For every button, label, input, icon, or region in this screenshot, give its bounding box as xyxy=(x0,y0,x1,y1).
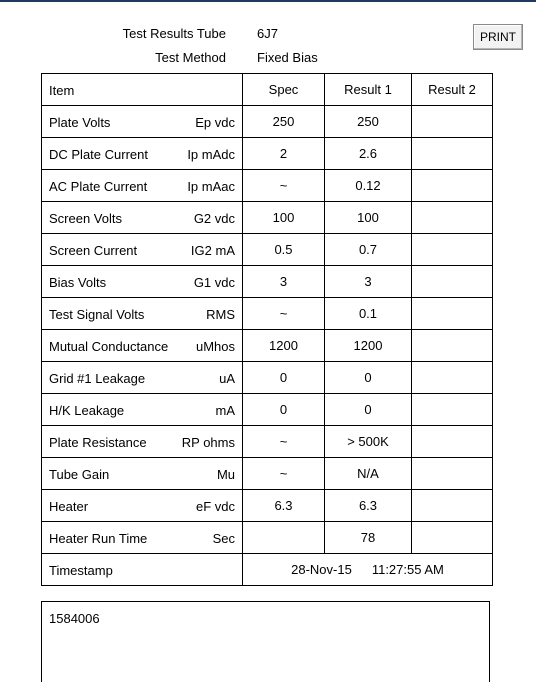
row-spec-cell xyxy=(243,522,325,554)
row-item-unit: Sec xyxy=(212,531,235,546)
row-result2-cell xyxy=(412,170,493,202)
row-item-unit: Mu xyxy=(216,467,235,482)
row-item-unit: RP ohms xyxy=(181,435,235,450)
row-result1-cell: > 500K xyxy=(325,426,412,458)
row-item-unit: G2 vdc xyxy=(193,211,235,226)
table-row xyxy=(42,170,493,202)
row-spec-cell: 1200 xyxy=(243,330,325,362)
row-result2-cell xyxy=(412,394,493,426)
row-result1-cell: N/A xyxy=(325,458,412,490)
row-item-name: Tube Gain xyxy=(49,467,110,482)
timestamp-value-cell xyxy=(243,554,493,586)
table-row xyxy=(42,522,493,554)
row-item-cell xyxy=(42,298,243,330)
row-item-unit: Ip mAac xyxy=(187,179,235,194)
notes-text: 1584006 xyxy=(49,611,100,626)
method-label: Test Method xyxy=(155,50,226,65)
row-spec-cell: ~ xyxy=(243,298,325,330)
row-item-cell xyxy=(42,362,243,394)
row-spec-cell: 0.5 xyxy=(243,234,325,266)
row-spec-cell: 6.3 xyxy=(243,490,325,522)
row-item-unit: Ep vdc xyxy=(195,115,235,130)
row-result2-cell xyxy=(412,490,493,522)
row-result1-cell: 1200 xyxy=(325,330,412,362)
row-item-unit: RMS xyxy=(206,307,235,322)
tube-label: Test Results Tube xyxy=(122,26,226,41)
row-item-cell xyxy=(42,522,243,554)
row-spec-cell: 0 xyxy=(243,394,325,426)
row-item-cell xyxy=(42,266,243,298)
row-spec-cell: 3 xyxy=(243,266,325,298)
row-spec-cell: 250 xyxy=(243,106,325,138)
row-result1-cell: 0 xyxy=(325,394,412,426)
timestamp-row xyxy=(42,554,493,586)
row-result1-cell: 0 xyxy=(325,362,412,394)
row-item-unit: IG2 mA xyxy=(190,243,235,258)
row-item-cell xyxy=(42,330,243,362)
row-spec-cell: 100 xyxy=(243,202,325,234)
row-result2-cell xyxy=(412,298,493,330)
table-row xyxy=(42,106,493,138)
table-row xyxy=(42,362,493,394)
row-item-unit: mA xyxy=(215,403,235,418)
method-value: Fixed Bias xyxy=(257,50,318,65)
row-result1-cell: 2.6 xyxy=(325,138,412,170)
timestamp-label-cell xyxy=(42,554,243,586)
table-row xyxy=(42,234,493,266)
row-item-unit: Ip mAdc xyxy=(187,147,235,162)
print-button[interactable]: PRINT xyxy=(473,24,523,50)
row-item-name: Screen Volts xyxy=(49,211,122,226)
table-row xyxy=(42,266,493,298)
column-header-spec: Spec xyxy=(243,74,325,106)
table-row xyxy=(42,490,493,522)
row-item-cell xyxy=(42,458,243,490)
notes-field[interactable] xyxy=(41,601,490,682)
timestamp-time: 11:27:55 AM xyxy=(371,562,444,577)
row-result2-cell xyxy=(412,106,493,138)
row-result1-cell: 0.1 xyxy=(325,298,412,330)
table-row xyxy=(42,330,493,362)
row-item-unit: eF vdc xyxy=(195,499,235,514)
row-result2-cell xyxy=(412,458,493,490)
row-spec-cell: 2 xyxy=(243,138,325,170)
row-item-name: Heater Run Time xyxy=(49,531,148,546)
column-header-result2: Result 2 xyxy=(412,74,493,106)
row-item-name: DC Plate Current xyxy=(49,147,148,162)
row-result1-cell: 0.7 xyxy=(325,234,412,266)
row-item-name: Grid #1 Leakage xyxy=(49,371,146,386)
row-item-name: Mutual Conductance xyxy=(49,339,169,354)
row-item-cell xyxy=(42,202,243,234)
timestamp-date: 28-Nov-15 xyxy=(291,562,352,577)
timestamp-label: Timestamp xyxy=(49,563,113,578)
table-row xyxy=(42,138,493,170)
row-result1-cell: 100 xyxy=(325,202,412,234)
row-item-cell xyxy=(42,394,243,426)
row-item-name: Plate Volts xyxy=(49,115,111,130)
row-item-name: AC Plate Current xyxy=(49,179,148,194)
row-result2-cell xyxy=(412,362,493,394)
row-item-cell xyxy=(42,170,243,202)
row-item-unit: G1 vdc xyxy=(193,275,235,290)
row-item-name: Test Signal Volts xyxy=(49,307,145,322)
row-item-name: Screen Current xyxy=(49,243,138,258)
table-row xyxy=(42,458,493,490)
table-row xyxy=(42,394,493,426)
row-spec-cell: 0 xyxy=(243,362,325,394)
row-item-name: Heater xyxy=(49,499,89,514)
row-item-unit: uA xyxy=(219,371,235,386)
table-row xyxy=(42,298,493,330)
row-item-unit: uMhos xyxy=(195,339,235,354)
row-result2-cell xyxy=(412,426,493,458)
row-item-cell xyxy=(42,234,243,266)
row-result1-cell: 3 xyxy=(325,266,412,298)
row-result2-cell xyxy=(412,330,493,362)
row-spec-cell: ~ xyxy=(243,458,325,490)
row-item-cell xyxy=(42,106,243,138)
row-spec-cell: ~ xyxy=(243,170,325,202)
row-result1-cell: 6.3 xyxy=(325,490,412,522)
table-row xyxy=(42,426,493,458)
row-result1-cell: 0.12 xyxy=(325,170,412,202)
column-header-item: Item xyxy=(42,74,243,106)
row-result2-cell xyxy=(412,234,493,266)
row-item-cell xyxy=(42,490,243,522)
row-spec-cell: ~ xyxy=(243,426,325,458)
row-result1-cell: 250 xyxy=(325,106,412,138)
row-item-name: H/K Leakage xyxy=(49,403,125,418)
results-table xyxy=(41,73,493,586)
table-header-row xyxy=(42,74,493,106)
row-result2-cell xyxy=(412,266,493,298)
row-result2-cell xyxy=(412,138,493,170)
row-item-name: Bias Volts xyxy=(49,275,107,290)
tube-value: 6J7 xyxy=(257,26,278,41)
row-item-name: Plate Resistance xyxy=(49,435,147,450)
row-item-cell xyxy=(42,426,243,458)
row-result2-cell xyxy=(412,522,493,554)
window-top-border xyxy=(0,0,536,2)
column-header-result1: Result 1 xyxy=(325,74,412,106)
row-result2-cell xyxy=(412,202,493,234)
table-row xyxy=(42,202,493,234)
row-item-cell xyxy=(42,138,243,170)
row-result1-cell: 78 xyxy=(325,522,412,554)
